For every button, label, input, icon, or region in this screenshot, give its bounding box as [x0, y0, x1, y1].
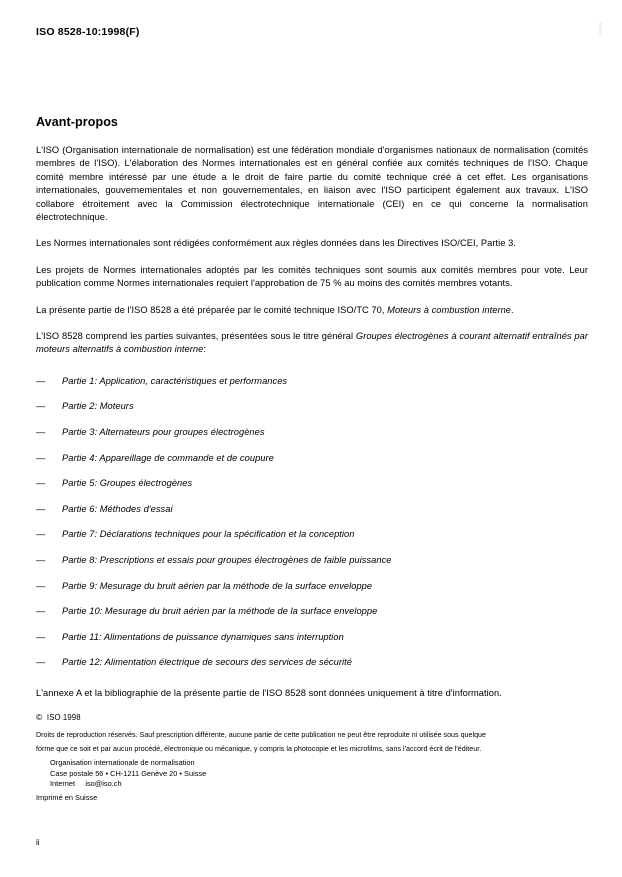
page-corner-mark: [599, 22, 602, 36]
committee-paragraph: [36, 304, 588, 317]
list-item: [36, 400, 588, 413]
part-label: Partie 3: Alternateurs pour groupes électrogènes: [62, 427, 265, 438]
list-item: [36, 477, 588, 490]
foreword-paragraph-3: Les projets de Normes internationales adoptés par les comités techniques sont soumis aux comités membres pour vote. Leur publication comme Normes internationales requiert l'approbation de 75 % au moins des comités membres votants.: [36, 264, 588, 289]
document-reference: ISO 8528-10:1998(F): [36, 26, 140, 38]
em-dash-bullet-icon: —: [36, 580, 46, 591]
organisation-internet: Internet iso@iso.ch: [50, 779, 122, 789]
parts-intro-paragraph: [36, 330, 588, 357]
page-number: ii: [36, 838, 40, 847]
part-label: Partie 1: Application, caractéristiques et performances: [62, 375, 288, 386]
part-label: Partie 2: Moteurs: [62, 401, 134, 412]
copyright-text: ISO 1998: [46, 713, 81, 722]
rights-reserved-line-1: Droits de reproduction réservés. Sauf prescription différente, aucune partie de cette publication ne peut être reproduite ni utilisée sous quelque: [36, 731, 486, 739]
em-dash-bullet-icon: —: [36, 606, 46, 617]
parts-intro-italic: Groupes électrogènes à courant alternatif entraînés par moteurs alternatifs à combustion interne: [36, 331, 588, 355]
foreword-paragraph-1: L'ISO (Organisation internationale de normalisation) est une fédération mondiale d'organismes nationaux de normalisation (comités membres de l'ISO). L'élaboration des Normes internationales est en général confiée aux comités techniques de l'ISO. Chaque comité membre intéressé par une étude a le droit de faire partie du comité technique créé à cet effet. Les organisations internationales, gouvernementales et non gouvernementales, en liaison avec l'ISO participent également aux travaux. L'ISO collabore étroitement avec la Commission électrotechnique internationale (CEI) en ce qui concerne la normalisation électrotechnique.: [36, 145, 588, 223]
parts-intro-prefix: L'ISO 8528 comprend les parties suivantes, présentées sous le titre général: [36, 331, 356, 342]
list-item: [36, 580, 588, 593]
list-item: [36, 554, 588, 567]
part-label: Partie 5: Groupes électrogènes: [62, 478, 193, 489]
list-item: [36, 528, 588, 541]
part-label: Partie 7: Déclarations techniques pour la spécification et la conception: [62, 529, 355, 540]
em-dash-bullet-icon: —: [36, 401, 46, 412]
part-label: Partie 4: Appareillage de commande et de coupure: [62, 452, 274, 463]
list-item: [36, 452, 588, 465]
list-item: [36, 605, 588, 618]
em-dash-bullet-icon: —: [36, 427, 46, 438]
em-dash-bullet-icon: —: [36, 657, 46, 668]
annex-note: L'annexe A et la bibliographie de la présente partie de l'ISO 8528 sont données uniquement à titre d'information.: [36, 688, 502, 699]
em-dash-bullet-icon: —: [36, 555, 46, 566]
foreword-paragraph-2: Les Normes internationales sont rédigées conformément aux règles données dans les Directives ISO/CEI, Partie 3.: [36, 238, 516, 249]
em-dash-bullet-icon: —: [36, 452, 46, 463]
committee-title-italic: Moteurs à combustion interne: [387, 304, 512, 315]
organisation-name: Organisation internationale de normalisation: [50, 758, 195, 767]
em-dash-bullet-icon: —: [36, 503, 46, 514]
rights-reserved-line-2: forme que ce soit et par aucun procédé, électronique ou mécanique, y compris la photocopie et les microfilms, sans l'accord écrit de l'éditeur.: [36, 745, 482, 753]
part-label: Partie 6: Méthodes d'essai: [62, 503, 173, 514]
parts-intro-suffix: :: [203, 344, 207, 355]
part-label: Partie 10: Mesurage du bruit aérien par la méthode de la surface enveloppe: [62, 606, 378, 617]
organisation-postal-address: Case postale 56 • CH-1211 Genève 20 • Suisse: [50, 768, 207, 778]
section-title-avant-propos: Avant-propos: [36, 115, 118, 129]
copyright-icon: ©: [36, 712, 43, 722]
part-label: Partie 12: Alimentation électrique de secours des services de sécurité: [62, 657, 352, 668]
part-label: Partie 8: Prescriptions et essais pour groupes électrogènes de faible puissance: [62, 555, 392, 566]
list-item: [36, 503, 588, 516]
page-content: [36, 115, 588, 701]
em-dash-bullet-icon: —: [36, 375, 46, 386]
em-dash-bullet-icon: —: [36, 529, 46, 540]
committee-paragraph-prefix: La présente partie de l'ISO 8528 a été préparée par le comité technique ISO/TC 70,: [36, 304, 388, 315]
copyright-line: [36, 712, 591, 722]
list-item: [36, 631, 588, 644]
parts-list: [36, 375, 588, 670]
organisation-address-block: [50, 758, 591, 790]
em-dash-bullet-icon: —: [36, 631, 46, 642]
part-label: Partie 9: Mesurage du bruit aérien par la méthode de la surface enveloppe: [62, 580, 373, 591]
printed-in-line: Imprimé en Suisse: [36, 792, 98, 802]
em-dash-bullet-icon: —: [36, 478, 46, 489]
part-label: Partie 11: Alimentations de puissance dynamiques sans interruption: [62, 631, 344, 642]
page-footer: [36, 712, 591, 802]
list-item: [36, 426, 588, 439]
list-item: [36, 375, 588, 388]
list-item: [36, 656, 588, 669]
committee-paragraph-suffix: .: [511, 304, 514, 315]
